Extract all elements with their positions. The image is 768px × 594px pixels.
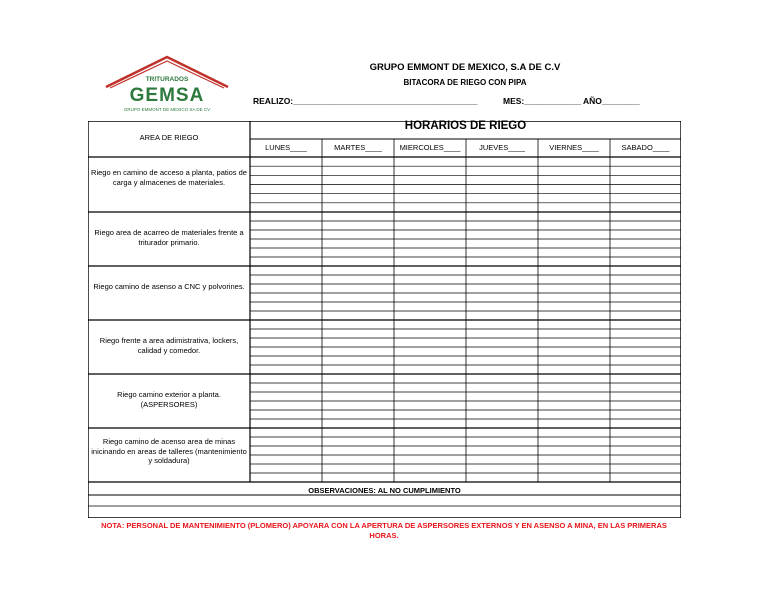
- area-row-6: Riego camino de acenso area de minas inicinando en areas de talleres (mantenimiento y soldadura): [91, 437, 247, 465]
- irrigation-schedule-table: [88, 121, 681, 518]
- company-name: GRUPO EMMONT DE MEXICO, S.A DE C.V: [369, 62, 561, 73]
- area-row-1: Riego en camino de acceso a planta, patios de carga y almacenes de materiales.: [91, 168, 247, 187]
- logo-top-text: TRITURADOS: [145, 76, 189, 83]
- logo-brand: GEMSA: [129, 85, 205, 106]
- mes-ano-field[interactable]: MES:____________ AÑO________: [503, 96, 640, 106]
- log-title: BITACORA DE RIEGO CON PIPA: [403, 78, 527, 87]
- nota-footnote: NOTA: PERSONAL DE MANTENIMIENTO (PLOMERO) APOYARA CON LA APERTURA DE ASPERSORES EXTERNOS Y EN ASENSO A MINA, EN LAS PRIMERAS HORAS.: [101, 521, 667, 540]
- gemsa-logo-graphic: [100, 54, 234, 116]
- day-viernes: VIERNES____: [549, 143, 599, 152]
- area-row-3: Riego camino de asenso a CNC y polvorines.: [93, 282, 245, 291]
- day-jueves: JUEVES____: [479, 143, 525, 152]
- observaciones-header: OBSERVACIONES: AL NO CUMPLIMIENTO: [308, 486, 461, 495]
- area-row-4: Riego frente a area adimistrativa, lockers, calidad y comedor.: [99, 336, 239, 355]
- day-sabado: SABADO____: [621, 143, 670, 152]
- day-martes: MARTES____: [334, 143, 382, 152]
- day-miercoles: MIERCOLES____: [399, 143, 461, 152]
- logo-roof-inner: [110, 61, 224, 88]
- area-row-2: Riego area de acarreo de materiales frente a triturador primario.: [94, 228, 244, 247]
- area-row-5: Riego camino exterior a planta. (ASPERSORES): [117, 390, 221, 409]
- schedule-header: HORARIOS DE RIEGO: [404, 120, 527, 132]
- logo-bottom-text: GRUPO EMMONT DE MEXICO SA DE CV: [123, 107, 211, 112]
- gemsa-logo: [100, 54, 234, 116]
- day-lunes: LUNES____: [265, 143, 307, 152]
- realizo-field[interactable]: REALIZO:_______________________________________: [253, 96, 478, 106]
- area-header: AREA DE RIEGO: [139, 133, 199, 142]
